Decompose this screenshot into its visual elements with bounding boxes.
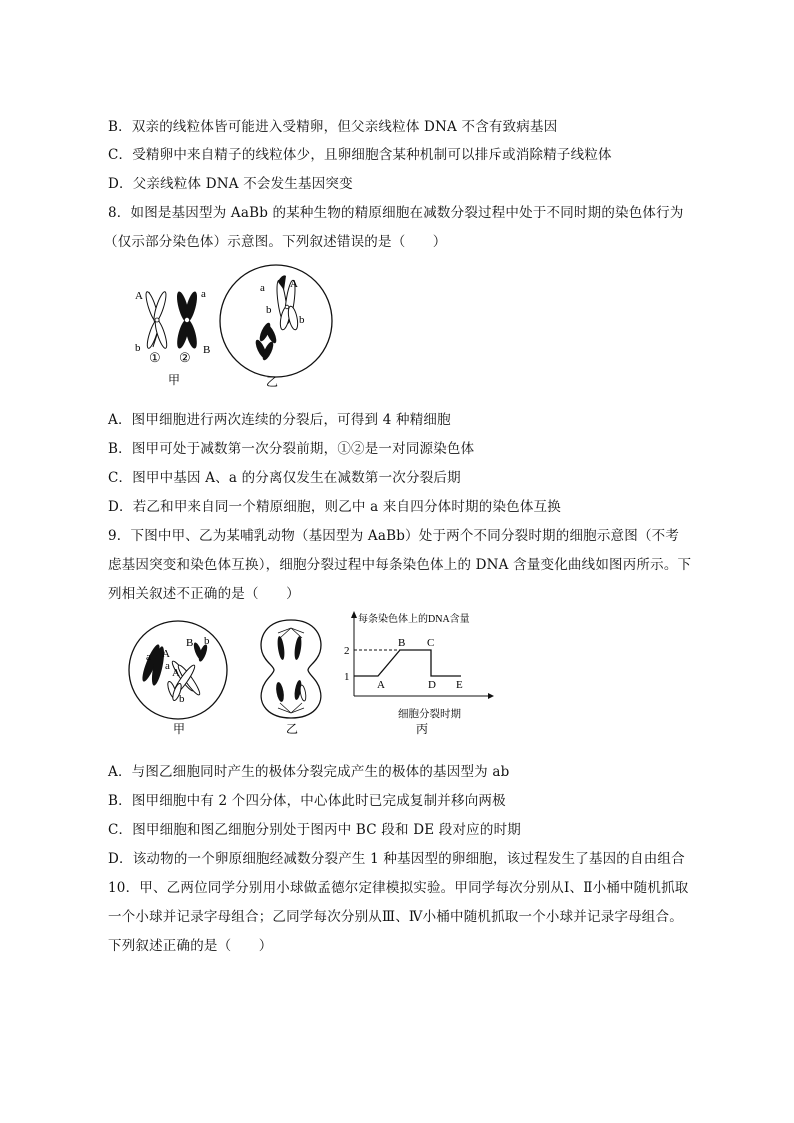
q10-stem-line3: 下列叙述正确的是（ ） (108, 938, 273, 954)
q8-label-b: b (135, 342, 141, 354)
q8-yi-label-b2: b (299, 314, 305, 326)
q7-option-c: C．受精卵中来自精子的线粒体少，且卵细胞含某种机制可以排斥或消除精子线粒体 (108, 147, 612, 163)
q8-label-a: a (201, 288, 206, 300)
q8-yi-label-a: a (260, 282, 265, 294)
q9-option-a: A．与图乙细胞同时产生的极体分裂完成产生的极体的基因型为 ab (108, 764, 510, 780)
q9-graph-xlabel: 细胞分裂时期 (398, 709, 461, 720)
q9-jia-label-a1: a (146, 651, 151, 663)
q9-option-d: D．该动物的一个卵原细胞经减数分裂产生 1 种基因型的卵细胞，该过程发生了基因的自由组合 (108, 851, 685, 867)
q9-graph-point-E: E (456, 679, 463, 691)
q9-jia-label-A: A (162, 648, 170, 660)
q9-graph-curve (354, 650, 461, 676)
q8-chromosome-2 (175, 290, 200, 349)
q10-stem-line2: 一个小球并记录字母组合；乙同学每次分别从Ⅲ、Ⅳ小桶中随机抓取一个小球并记录字母组合。 (108, 909, 683, 925)
q7-option-d: D．父亲线粒体 DNA 不会发生基因突变 (108, 176, 353, 192)
q9-graph-point-A: A (377, 679, 385, 691)
q10-stem-line1: 10．甲、乙两位同学分别用小球做孟德尔定律模拟实验。甲同学每次分别从Ⅰ、Ⅱ小桶中随机抓取 (108, 880, 689, 896)
q8-option-b: B．图甲可处于减数第一次分裂前期，①②是一对同源染色体 (108, 441, 475, 457)
q8-option-d: D．若乙和甲来自同一个精原细胞，则乙中 a 来自四分体时期的染色体互换 (108, 499, 561, 515)
q9-graph-y-arrow (351, 611, 357, 618)
q9-option-b: B．图甲细胞中有 2 个四分体，中心体此时已完成复制并移向两极 (108, 793, 506, 809)
q8-chromosome-1 (144, 291, 169, 350)
q8-cell-yi (220, 265, 332, 377)
q8-caption-jia: 甲 (168, 373, 181, 387)
q9-stem-line1: 9．下图中甲、乙为某哺乳动物（基因型为 AaBb）处于两个不同分裂时期的细胞示意图（不考 (108, 528, 680, 544)
q9-cell-yi (261, 620, 321, 718)
q8-figure (125, 262, 345, 392)
q8-option-a: A．图甲细胞进行两次连续的分裂后，可得到 4 种精细胞 (108, 412, 451, 428)
q8-label-circle-1: ① (149, 350, 161, 365)
q8-stem-line1: 8．如图是基因型为 AaBb 的某种生物的精原细胞在减数分裂过程中处于不同时期的染色体行为 (108, 205, 684, 221)
q8-stem-line2: （仅示部分染色体）示意图。下列叙述错误的是（ ） (104, 234, 447, 250)
q9-option-c: C．图甲细胞和图乙细胞分别处于图丙中 BC 段和 DE 段对应的时期 (108, 822, 521, 838)
q9-stem-line3: 列相关叙述不正确的是（ ） (108, 586, 300, 602)
q8-label-circle-2: ② (179, 350, 191, 365)
q8-label-B: B (203, 344, 211, 356)
q9-caption-yi: 乙 (286, 722, 299, 736)
q8-yi-label-b1: b (266, 304, 272, 316)
q9-jia-label-B: B (186, 637, 194, 649)
q9-caption-bing: 丙 (416, 722, 429, 736)
q9-graph-point-B: B (398, 637, 406, 649)
q9-caption-jia: 甲 (173, 722, 186, 736)
q9-jia-label-a2: a (165, 660, 170, 672)
q9-figure (128, 608, 508, 740)
q8-caption-yi: 乙 (266, 375, 279, 389)
q9-jia-label-b: b (179, 693, 185, 705)
q7-option-b: B．双亲的线粒体皆可能进入受精卵，但父亲线粒体 DNA 不含有致病基因 (108, 119, 558, 135)
q9-graph-tick-1: 1 (344, 671, 350, 683)
q9-graph-ylabel: 每条染色体上的DNA含量 (358, 614, 470, 625)
q8-yi-label-A: A (290, 278, 298, 290)
q8-option-c: C．图甲中基因 A、a 的分离仅发生在减数第一次分裂后期 (108, 470, 461, 486)
q9-graph-point-C: C (427, 637, 435, 649)
q9-graph-x-arrow (488, 693, 494, 699)
q8-label-A: A (135, 290, 143, 302)
q9-jia-label-b-top: b (204, 635, 210, 647)
q9-jia-label-A2: A (172, 667, 180, 679)
q9-graph-tick-2: 2 (344, 645, 350, 657)
q9-graph-point-D: D (428, 679, 436, 691)
q9-stem-line2: 虑基因突变和染色体互换），细胞分裂过程中每条染色体上的 DNA 含量变化曲线如图丙所示。下 (108, 557, 692, 573)
